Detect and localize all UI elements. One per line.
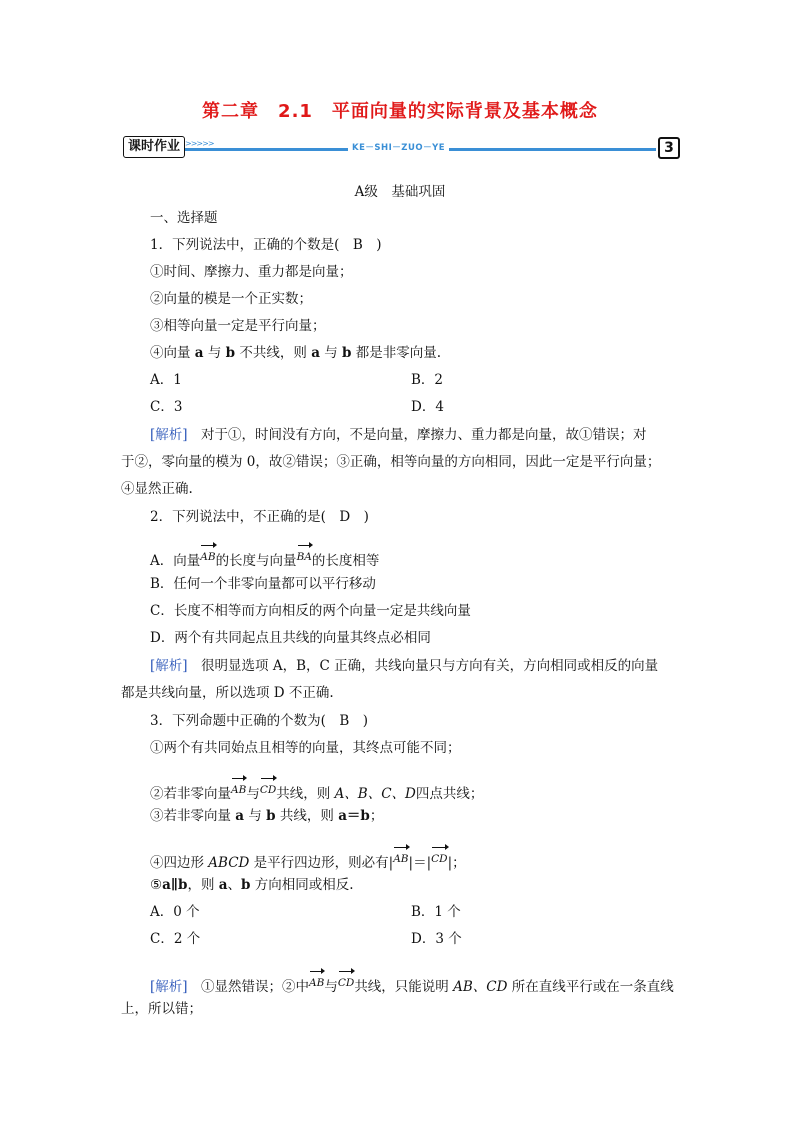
q2-option-d: D．两个有共同起点且共线的向量其终点必相同 bbox=[150, 630, 431, 646]
q1-option-c: C．3 bbox=[150, 399, 183, 415]
q1-analysis-line-3: ④显然正确. bbox=[121, 481, 193, 497]
q2-option-a: A．向量AB的长度与向量BA的长度相等 bbox=[150, 545, 379, 571]
vector-cd: CD bbox=[338, 971, 354, 993]
q1-analysis-line-1: [解析] 对于①，时间没有方向，不是向量，摩擦力、重力都是向量，故①错误；对 bbox=[150, 427, 647, 443]
q2-analysis-line-2: 都是共线向量，所以选项 D 不正确. bbox=[121, 685, 334, 701]
q1-analysis-line-2: 于②，零向量的模为 0，故②错误；③正确，相等向量的方向相同，因此一定是平行向量； bbox=[121, 454, 661, 470]
q1-item-1: ①时间、摩擦力、重力都是向量； bbox=[150, 264, 353, 280]
vector-ab: AB bbox=[200, 545, 215, 567]
vector-cd: CD bbox=[431, 847, 447, 869]
q3-analysis-line-1: [解析] ①显然错误；②中AB与CD共线，只能说明 AB、CD 所在直线平行或在一条直线 bbox=[150, 971, 674, 997]
q3-item-5: ⑤a∥b，则 a、b 方向相同或相反. bbox=[150, 877, 354, 893]
analysis-tag: [解析] bbox=[150, 427, 188, 443]
q1-option-a: A．1 bbox=[150, 372, 182, 388]
q3-option-c: C．2 个 bbox=[150, 931, 201, 947]
q3-item-3: ③若非零向量 a 与 b 共线，则 a＝b； bbox=[150, 808, 384, 824]
q3-option-d: D．3 个 bbox=[411, 931, 462, 947]
part-heading: 一、选择题 bbox=[150, 210, 218, 226]
q1-item-3: ③相等向量一定是平行向量； bbox=[150, 318, 326, 334]
vector-ab: AB bbox=[393, 847, 408, 869]
q1-stem: 1．下列说法中，正确的个数是( B ) bbox=[150, 237, 382, 253]
q2-stem: 2．下列说法中，不正确的是( D ) bbox=[150, 509, 369, 525]
q1-option-d: D．4 bbox=[411, 399, 444, 415]
arrow-chevrons-icon: >>>>> bbox=[185, 139, 214, 148]
q2-analysis-line-1: [解析] 很明显选项 A，B，C 正确，共线向量只与方向有关，方向相同或相反的向量 bbox=[150, 658, 659, 674]
banner-label: 课时作业 bbox=[123, 136, 185, 158]
q1-option-b: B．2 bbox=[411, 372, 444, 388]
q3-item-2: ②若非零向量AB与CD共线，则 A、B、C、D四点共线； bbox=[150, 778, 483, 804]
q2-option-b: B．任何一个非零向量都可以平行移动 bbox=[150, 576, 376, 592]
q3-option-a: A．0 个 bbox=[150, 904, 200, 920]
q3-option-b: B．1 个 bbox=[411, 904, 461, 920]
q3-analysis-line-2: 上，所以错； bbox=[121, 1001, 202, 1017]
vector-ba: BA bbox=[297, 545, 312, 567]
page-title: 第二章 2.1 平面向量的实际背景及基本概念 bbox=[202, 101, 598, 122]
homework-banner bbox=[123, 136, 680, 160]
q3-stem: 3．下列命题中正确的个数为( B ) bbox=[150, 713, 369, 729]
q1-item-2: ②向量的模是一个正实数； bbox=[150, 291, 312, 307]
vector-ab: AB bbox=[231, 778, 246, 800]
analysis-tag: [解析] bbox=[150, 979, 188, 995]
q1-item-4: ④向量 a 与 b 不共线，则 a 与 b 都是非零向量. bbox=[150, 345, 442, 361]
q2-option-c: C．长度不相等而方向相反的两个向量一定是共线向量 bbox=[150, 603, 471, 619]
vector-cd: CD bbox=[260, 778, 276, 800]
vector-ab: AB bbox=[309, 971, 324, 993]
banner-number-badge: 3 bbox=[658, 137, 680, 159]
banner-pinyin: KE－SHI－ZUO－YE bbox=[348, 141, 449, 153]
level-heading: A级 基础巩固 bbox=[354, 184, 446, 200]
analysis-tag: [解析] bbox=[150, 658, 188, 674]
q3-item-1: ①两个有共同始点且相等的向量，其终点可能不同； bbox=[150, 740, 461, 756]
q3-item-4: ④四边形 ABCD 是平行四边形，则必有|AB|＝|CD|； bbox=[150, 847, 466, 873]
